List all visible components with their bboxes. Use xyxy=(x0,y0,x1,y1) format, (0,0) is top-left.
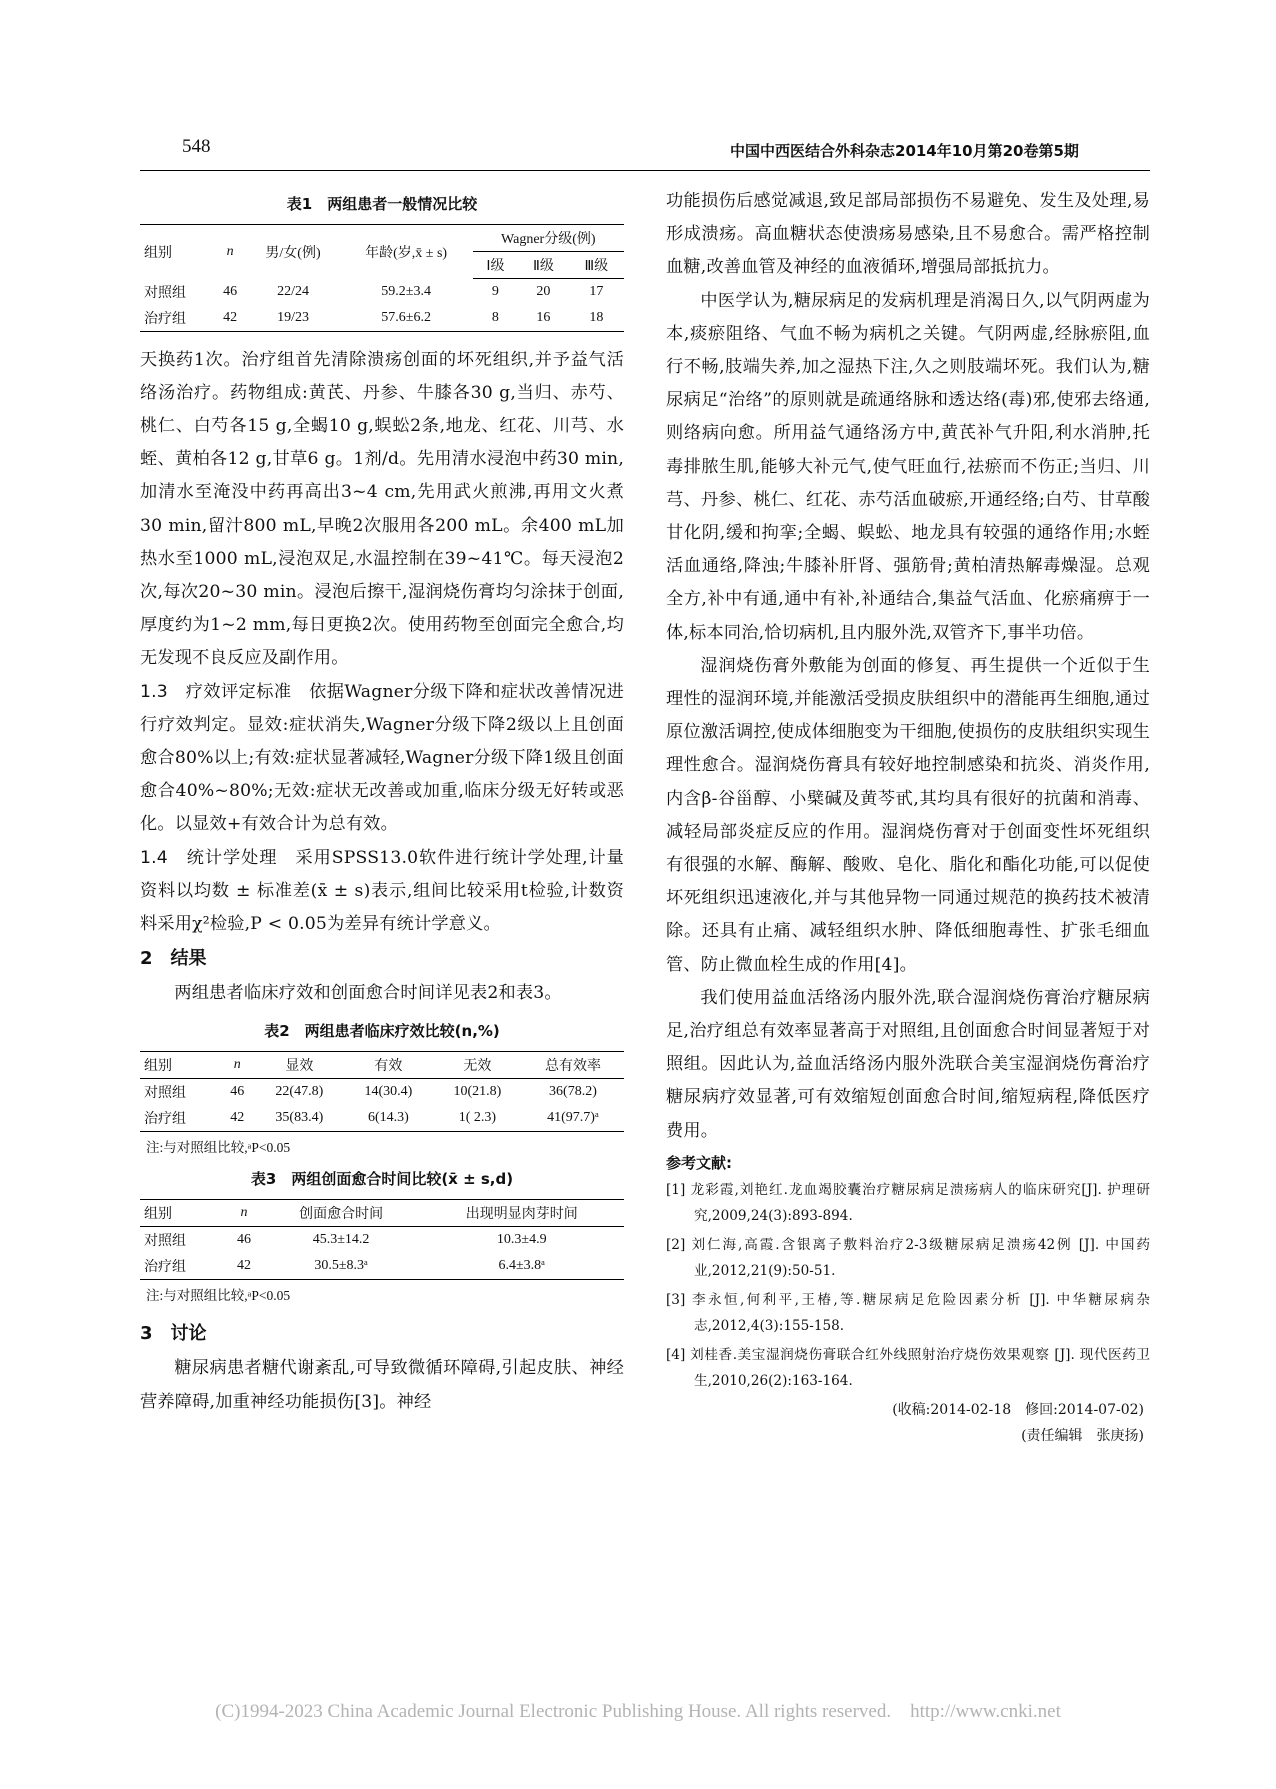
table1-header-sex: 男/女(例) xyxy=(246,225,339,279)
table3-header: n xyxy=(225,1200,262,1227)
table2-cell: 14(30.4) xyxy=(364,1084,413,1100)
reference-item: [3] 李永恒,何利平,王椿,等.糖尿病足危险因素分析 [J]. 中华糖尿病杂志,2012,4(3):155-158. xyxy=(666,1291,1150,1334)
table1-cell: 治疗组 xyxy=(140,305,214,332)
table3-caption: 表3 两组创面愈合时间比较(x̄ ± s,d) xyxy=(250,1170,514,1189)
table1-header-group: 组别 xyxy=(140,225,214,279)
table-row xyxy=(140,1079,624,1106)
table1-header-w3: Ⅲ级 xyxy=(569,252,624,279)
table3 xyxy=(140,1199,624,1280)
table1-cell: 18 xyxy=(569,305,624,332)
header-rule xyxy=(140,170,1150,171)
table3-header: 组别 xyxy=(140,1200,225,1227)
table1-cell: 16 xyxy=(518,305,568,332)
section-1-3-title: 1.3 疗效评定标准 xyxy=(140,681,292,702)
table-row xyxy=(140,1253,624,1280)
table1-cell: 19/23 xyxy=(246,305,339,332)
table2-cell: 10(21.8) xyxy=(453,1084,502,1100)
table3-cell: 46 xyxy=(236,1232,251,1248)
section-3-title: 3 讨论 xyxy=(140,1323,207,1345)
reference-item: [1] 龙彩霞,刘艳红.龙血竭胶囊治疗糖尿病足溃疡病人的临床研究[J]. 护理研究,2009,24(3):893-894. xyxy=(666,1181,1150,1224)
received-revised-dates: (收稿:2014-02-18 修回:2014-07-02) xyxy=(892,1401,1144,1418)
table2-cell: 对照组 xyxy=(144,1086,186,1102)
table2-cell: 42 xyxy=(220,1105,255,1132)
table3-cell: 治疗组 xyxy=(140,1253,225,1280)
table3-cell: 6.4±3.8ᵃ xyxy=(419,1253,624,1280)
table2-note: 注:与对照组比较,ᵃP<0.05 xyxy=(146,1140,291,1156)
table2-header: 组别 xyxy=(140,1052,220,1079)
table1-cell: 8 xyxy=(473,305,519,332)
journal-title: 中国中西医结合外科杂志2014年10月第20卷第5期 xyxy=(730,142,1079,160)
section-3-body: 糖尿病患者糖代谢紊乱,可导致微循环障碍,引起皮肤、神经营养障碍,加重神经功能损伤[3]。神经 xyxy=(140,1358,624,1412)
table2-cell: 22(47.8) xyxy=(275,1084,324,1100)
section-1-4 xyxy=(140,842,624,942)
table3-cell: 30.5±8.3ᵃ xyxy=(263,1253,420,1280)
table1 xyxy=(140,224,624,332)
table2 xyxy=(140,1051,624,1132)
section-2-body: 两组患者临床疗效和创面愈合时间详见表2和表3。 xyxy=(174,983,562,1004)
table1-header-wagner: Wagner分级(例) xyxy=(473,225,624,252)
table2-cell: 41(97.7)ᵃ xyxy=(522,1105,624,1132)
left-column xyxy=(140,185,624,1419)
methods-paragraph: 天换药1次。治疗组首先清除溃疡创面的坏死组织,并予益气活络汤治疗。药物组成:黄芪、丹参、牛膝各30 g,当归、赤芍、桃仁、白芍各15 g,全蝎10 g,蜈蚣2条,地龙、红花、川芎、水蛭、黄柏各12 g,甘草6 g。1剂/d。先用清水浸泡中药30 min,加清水至淹没中药再高出3~4 cm,先用武火煎沸,再用文火煮30 min,留汁800 mL,早晚2次服用各200 mL。余400 mL加热水至1000 mL,浸泡双足,水温控制在39~41℃。每天浸泡2次,每次20~30 min。浸泡后擦干,湿润烧伤膏均匀涂抹于创面,厚度约为1~2 mm,每日更换2次。使用药物至创面完全愈合,均无发现不良反应及副作用。 xyxy=(140,349,624,669)
table1-cell: 17 xyxy=(589,283,604,299)
section-1-4-title: 1.4 统计学处理 xyxy=(140,847,278,868)
right-column xyxy=(666,185,1150,1449)
section-1-3-body: 依据Wagner分级下降和症状改善情况进行疗效判定。显效:症状消失,Wagner分级下降2级以上且创面愈合80%以上;有效:症状显著减轻,Wagner分级下降1级且创面愈合40%~80%;无效:症状无改善或加重,临床分级无好转或恶化。以显效+有效合计为总有效。 xyxy=(140,681,624,835)
discussion-paragraph-4: 我们使用益血活络汤内服外洗,联合湿润烧伤膏治疗糖尿病足,治疗组总有效率显著高于对照组,且创面愈合时间显著短于对照组。因此认为,益血活络汤内服外洗联合美宝湿润烧伤膏治疗糖尿病疗效显著,可有效缩短创面愈合时间,缩短病程,降低医疗费用。 xyxy=(666,987,1150,1141)
page-number: 548 xyxy=(182,136,211,157)
responsible-editor: (责任编辑 张庚扬) xyxy=(1021,1427,1144,1444)
table-row xyxy=(140,1227,624,1254)
table2-cell: 35(83.4) xyxy=(255,1105,344,1132)
table2-cell: 1( 2.3) xyxy=(433,1105,522,1132)
table3-header: 出现明显肉芽时间 xyxy=(419,1200,624,1227)
table3-cell: 10.3±4.9 xyxy=(496,1232,547,1248)
table3-cell: 42 xyxy=(225,1253,262,1280)
table3-cell: 对照组 xyxy=(144,1234,186,1250)
discussion-paragraph-3: 湿润烧伤膏外敷能为创面的修复、再生提供一个近似于生理性的湿润环境,并能激活受损皮肤组织中的潜能再生细胞,通过原位激活调控,使成体细胞变为干细胞,使损伤的皮肤组织实现生理性愈合。湿润烧伤膏具有较好地控制感染和抗炎、消炎作用,内含β-谷甾醇、小檗碱及黄芩甙,其均具有很好的抗菌和消毒、减轻局部炎症反应的作用。湿润烧伤膏对于创面变性坏死组织有很强的水解、酶解、酸败、皂化、脂化和酯化功能,可以促使坏死组织迅速液化,并与其他异物一同通过规范的换药技术被清除。还具有止痛、减轻组织水肿、降低细胞毒性、扩张毛细血管、防止微血栓生成的作用[4]。 xyxy=(666,655,1150,975)
table2-header: 有效 xyxy=(344,1052,433,1079)
table-row xyxy=(140,279,624,305)
table3-header: 创面愈合时间 xyxy=(263,1200,420,1227)
table3-cell: 45.3±14.2 xyxy=(312,1232,370,1248)
discussion-paragraph-2: 中医学认为,糖尿病足的发病机理是消渴日久,以气阴两虚为本,痰瘀阻络、气血不畅为病机之关键。气阴两虚,经脉瘀阻,血行不畅,肢端失养,加之湿热下注,久之则肢端坏死。我们认为,糖尿病足“治络”的原则就是疏通络脉和透达络(毒)邪,使邪去络通,则络病向愈。所用益气通络汤方中,黄芪补气升阳,利水消肿,托毒排脓生肌,能够大补元气,使气旺血行,祛瘀而不伤正;当归、川芎、丹参、桃仁、红花、赤芍活血破瘀,开通经络;白芍、甘草酸甘化阴,缓和拘挛;全蝎、蜈蚣、地龙具有较强的通络作用;水蛭活血通络,降浊;牛膝补肝肾、强筋骨;黄柏清热解毒燥湿。总观全方,补中有通,通中有补,补通结合,集益气活血、化瘀痛痹于一体,标本同治,恰切病机,且内服外洗,双管齐下,事半功倍。 xyxy=(666,290,1150,643)
table1-caption: 表1 两组患者一般情况比较 xyxy=(286,195,478,213)
table1-header-n: n xyxy=(214,225,246,279)
table2-cell: 46 xyxy=(230,1084,245,1100)
table2-cell: 6(14.3) xyxy=(344,1105,433,1132)
table-row xyxy=(140,305,624,332)
table2-header: 无效 xyxy=(433,1052,522,1079)
table1-cell: 22/24 xyxy=(277,283,309,299)
table1-header-w1: Ⅰ级 xyxy=(473,252,519,279)
references-title: 参考文献: xyxy=(666,1153,732,1172)
table1-cell: 9 xyxy=(491,283,499,299)
copyright-footer: (C)1994-2023 China Academic Journal Electronic Publishing House. All rights reserved. http://www.cnki.net xyxy=(215,1701,1061,1722)
table2-header: n xyxy=(220,1052,255,1079)
section-1-4-body: 采用SPSS13.0软件进行统计学处理,计量资料以均数 ± 标准差(x̄ ± s)表示,组间比较采用t检验,计数资料采用χ²检验,P < 0.05为差异有统计学意义。 xyxy=(140,847,625,934)
table1-header-w2: Ⅱ级 xyxy=(518,252,568,279)
table2-header: 总有效率 xyxy=(522,1052,624,1079)
reference-item: [4] 刘桂香.美宝湿润烧伤膏联合红外线照射治疗烧伤效果观察 [J]. 现代医药卫生,2010,26(2):163-164. xyxy=(666,1346,1150,1389)
table1-cell: 42 xyxy=(214,305,246,332)
reference-item: [2] 刘仁海,高霞.含银离子敷料治疗2-3级糖尿病足溃疡42例 [J]. 中国药业,2012,21(9):50-51. xyxy=(666,1236,1150,1279)
table1-cell: 57.6±6.2 xyxy=(340,305,473,332)
table3-note: 注:与对照组比较,ᵃP<0.05 xyxy=(146,1288,291,1304)
table1-cell: 对照组 xyxy=(144,285,186,301)
table1-cell: 46 xyxy=(223,283,238,299)
table2-caption: 表2 两组患者临床疗效比较(n,%) xyxy=(264,1022,500,1041)
table2-header: 显效 xyxy=(255,1052,344,1079)
table2-cell: 治疗组 xyxy=(140,1105,220,1132)
table1-cell: 59.2±3.4 xyxy=(381,283,431,299)
table-row xyxy=(140,1105,624,1132)
section-2-title: 2 结果 xyxy=(140,948,207,970)
table2-cell: 36(78.2) xyxy=(549,1084,597,1100)
discussion-paragraph-1: 功能损伤后感觉减退,致足部局部损伤不易避免、发生及处理,易形成溃疡。高血糖状态使溃疡易感染,且不易愈合。需严格控制血糖,改善血管及神经的血液循环,增强局部抵抗力。 xyxy=(666,191,1150,278)
section-1-3 xyxy=(140,676,624,842)
table1-cell: 20 xyxy=(536,283,551,299)
table1-header-age: 年龄(岁,x̄ ± s) xyxy=(340,225,473,279)
